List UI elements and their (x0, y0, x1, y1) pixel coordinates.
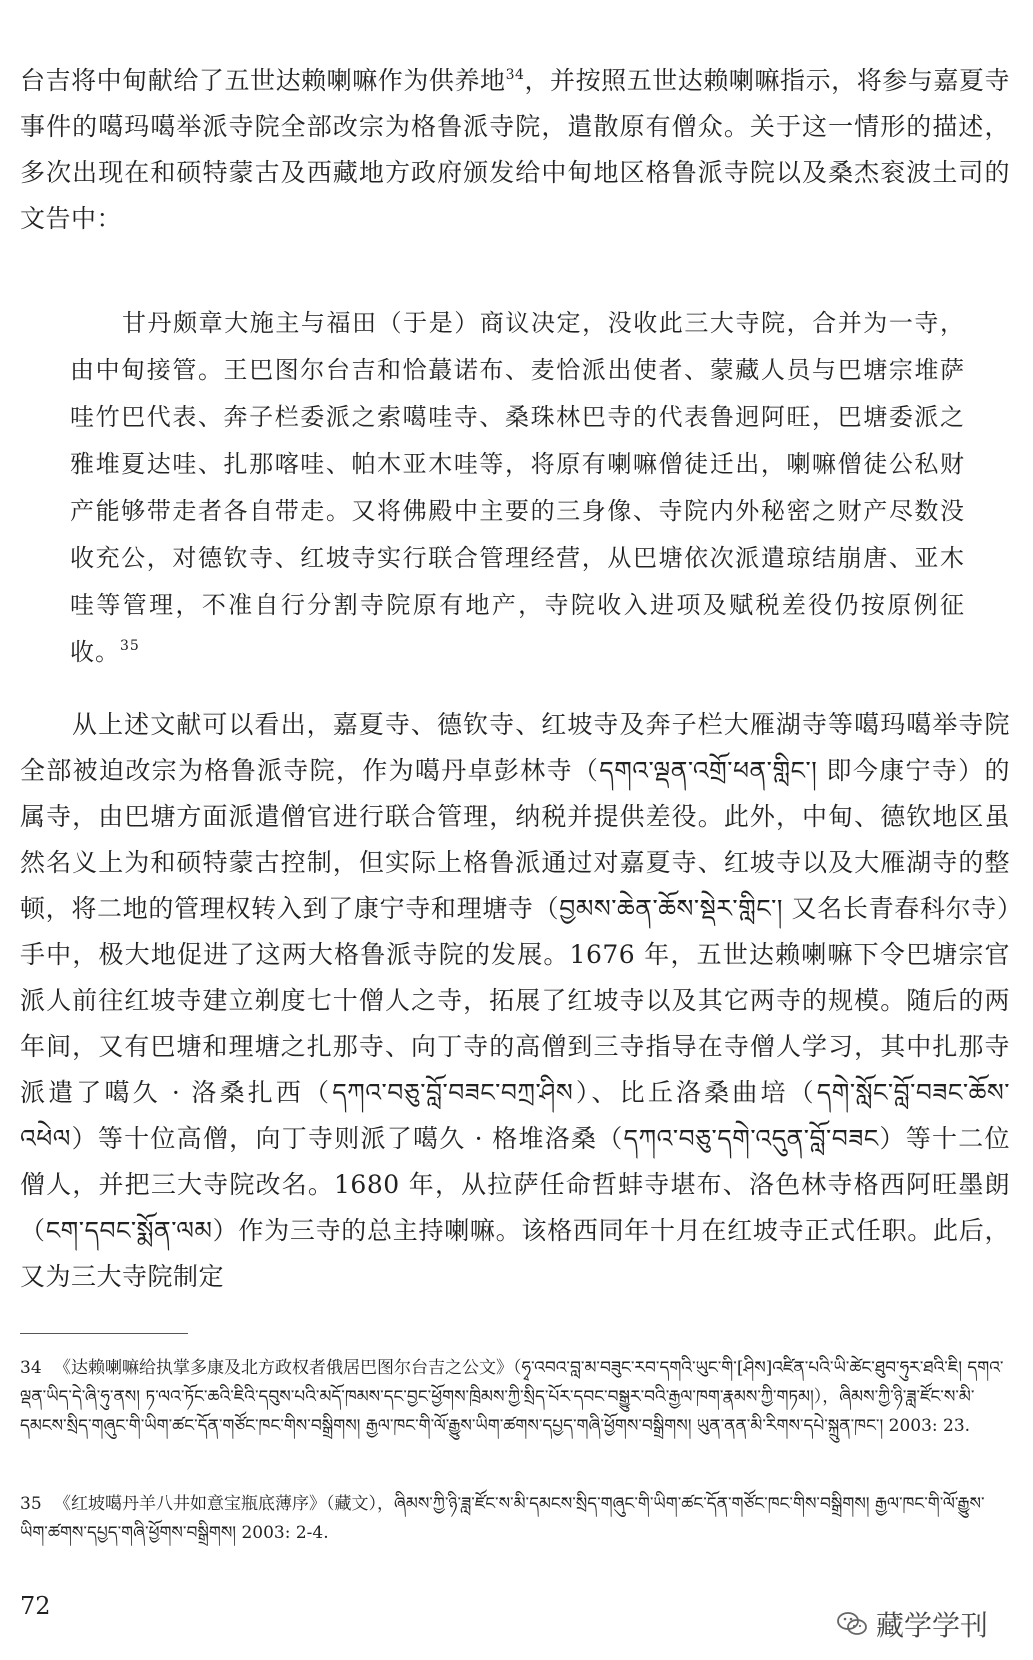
block-quote (70, 300, 965, 676)
wechat-icon (836, 1610, 868, 1638)
quote-text: 甘丹颇章大施主与福田（于是）商议决定，没收此三大寺院，合并为一寺，由中甸接管。王巴图尔台吉和恰蕞诺布、麦恰派出使者、蒙藏人员与巴塘宗堆萨哇竹巴代表、奔子栏委派之索噶哇寺、桑珠林巴寺的代表鲁迥阿旺，巴塘委派之雅堆夏达哇、扎那喀哇、帕木亚木哇等，将原有喇嘛僧徒迁出，喇嘛僧徒公私财产能够带走者各自带走。又将佛殿中主要的三身像、寺院内外秘密之财产尽数没收充公，对德钦寺、红坡寺实行联合管理经营，从巴塘依次派遣琼结崩唐、亚木哇等管理，不准自行分割寺院原有地产，寺院收入进项及赋税差役仍按原例征收。 (70, 309, 965, 666)
body-paragraph-1 (20, 58, 1010, 242)
watermark-text: 藏学学刊 (875, 1609, 988, 1642)
p1-text-a: 台吉将中甸献给了五世达赖喇嘛作为供养地 (20, 66, 506, 95)
footnote-number: 35 (20, 1494, 42, 1514)
footnote-34 (20, 1354, 1010, 1441)
footnote-text: 《达赖喇嘛给执掌多康及北方政权者俄居巴图尔台吉之公文》（ཧྭ་འབའ་བླ་མ་བཟུང་རབ་དགའི་ཡུང་གི་[ཤིས]འཛིན་པའི་ཡི་ཚེང་ཐུབ་ཧུར་ཐའི་ཇི། དགའ་ལྡན་ཡིད་དེ་ཞི་ཧུ་ནས། ཏ་ལའ་ཏོང་ཆའི་ཇིའི་དབུས་པའི་མདོ་ཁམས་དང་བྱང་ཕྱོགས་ཁྲིམས་ཀྱི་སྲིད་པོར་དབང་བསྒྱུར་བའི་རྒྱལ་ཁག་རྣམས་ཀྱི་གཏམ།），ཞིམས་ཀྱི་ཉི་ཟླ་ཛོང་ས་མི་དམངས་སྲིད་གཞུང་གི་ཡིག་ཚང་དོན་གཙོང་ཁང་གིས་བསྒྲིགས། རྒྱལ་ཁང་གི་ལོ་རྒྱུས་ཡིག་ཚགས་དཔྱད་གཞི་ཕྱོགས་བསྒྲིགས། ཡུན་ནན་མི་རིགས་དཔེ་སྐྲུན་ཁང་། 2003: 23. (20, 1358, 1004, 1436)
footnote-35 (20, 1490, 1010, 1548)
footnote-ref-35[interactable]: 35 (120, 638, 140, 654)
footnote-text: 《红坡噶丹羊八井如意宝瓶底薄序》（藏文），ཞིམས་ཀྱི་ཉི་ཟླ་ཛོང་ས་མི་དམངས་སྲིད་གཞུང་གི་ཡིག་ཚང་དོན་གཙོང་ཁང་གིས་བསྒྲིགས། རྒྱལ་ཁང་གི་ལོ་རྒྱུས་ཡིག་ཚགས་དཔྱད་གཞི་ཕྱོགས་བསྒྲིགས། 2003: 2-4. (20, 1494, 985, 1543)
page-number: 72 (20, 1592, 51, 1620)
p1-text-b: ，并按照五世达赖喇嘛指示，将参与嘉夏寺事件的噶玛噶举派寺院全部改宗为格鲁派寺院，遣散原有僧众。关于这一情形的描述，多次出现在和硕特蒙古及西藏地方政府颁发给中甸地区格鲁派寺院以及桑杰衮波土司的文告中： (20, 66, 1010, 233)
footnote-divider (20, 1333, 188, 1334)
body-paragraph-2: 从上述文献可以看出，嘉夏寺、德钦寺、红坡寺及奔子栏大雁湖寺等噶玛噶举寺院全部被迫改宗为格鲁派寺院，作为噶丹卓彭林寺（དགའ་ལྡན་འགྲོ་ཕན་གླིང་། 即今康宁寺）的属寺，由巴塘方面派遣僧官进行联合管理，纳税并提供差役。此外，中甸、德钦地区虽然名义上为和硕特蒙古控制，但实际上格鲁派通过对嘉夏寺、红坡寺以及大雁湖寺的整顿，将二地的管理权转入到了康宁寺和理塘寺（བྱམས་ཆེན་ཆོས་སྡེར་གླིང་། 又名长青春科尔寺）手中，极大地促进了这两大格鲁派寺院的发展。1676 年，五世达赖喇嘛下令巴塘宗官派人前往红坡寺建立剃度七十僧人之寺，拓展了红坡寺以及其它两寺的规模。随后的两年间，又有巴塘和理塘之扎那寺、向丁寺的高僧到三寺指导在寺僧人学习，其中扎那寺派遣了噶久 · 洛桑扎西（དཀའ་བཅུ་བློ་བཟང་བཀྲ་ཤིས）、比丘洛桑曲培（དགེ་སློང་བློ་བཟང་ཆོས་འཕེལ）等十位高僧，向丁寺则派了噶久 · 格堆洛桑（དཀའ་བཅུ་དགེ་འདུན་བློ་བཟང）等十二位僧人，并把三大寺院改名。1680 年，从拉萨任命哲蚌寺堪布、洛色林寺格西阿旺墨朗（ངག་དབང་སྨོན་ལམ）作为三寺的总主持喇嘛。该格西同年十月在红坡寺正式任职。此后，又为三大寺院制定 (20, 710, 1010, 1291)
footnote-ref-34[interactable]: 34 (505, 67, 525, 83)
watermark (836, 1604, 988, 1644)
footnote-number: 34 (20, 1358, 42, 1378)
